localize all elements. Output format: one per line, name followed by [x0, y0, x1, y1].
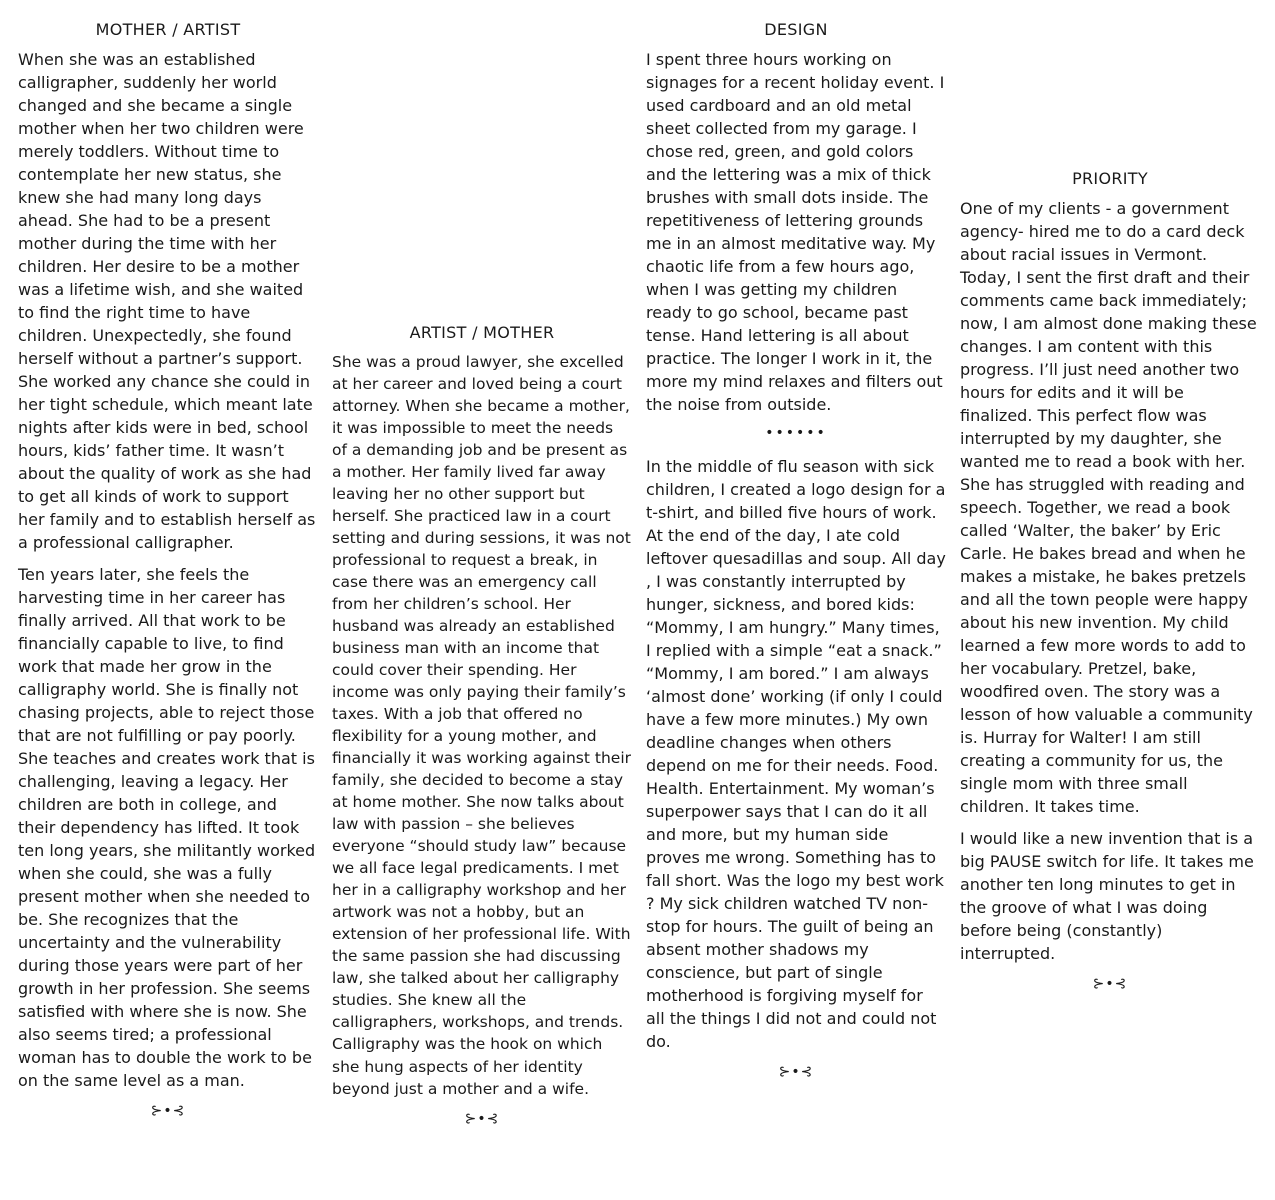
paragraph: In the middle of flu season with sick children, I created a logo design for a t-shirt, and billed five hours of work. At the end of the day, I ate cold leftover quesadillas and soup. All day , I was constantly interrupted by hunger, sickness, and bored kids: “Mommy, I am hungry.” Many times, I replied with a simple “eat a snack.” “Mommy, I am bored.” I am always ‘almost done’ working (if only I could have a few more minutes.) My own deadline changes when others depend on me for their needs. Food. Health. Entertainment. My woman’s superpower says that I can do it all and more, but my human side proves me wrong. Something has to fall short. Was the logo my best work ? My sick children watched TV non-stop for hours. The guilt of being an absent mother shadows my conscience, but part of single motherhood is forgiving myself for all the things I did not and could not do. [646, 457, 946, 1051]
paragraph: I spent three hours working on signages for a recent holiday event. I used cardboard and an old metal sheet collected from my garage. I chose red, green, and gold colors and the lettering was a mix of thick brushes with small dots inside. The repetitiveness of lettering grounds me in an almost meditative way. My chaotic life from a few hours ago, when I was getting my children ready to go school, became past tense. Hand lettering is all about practice. The longer I work in it, the more my mind relaxes and filters out the noise from outside. [646, 50, 945, 414]
column-priority [960, 167, 1260, 994]
paragraph: One of my clients - a government agency- hired me to do a card deck about racial issues in Vermont. Today, I sent the first draft and their comments came back immediately; now, I am almost done making these changes. I am content with this progress. I’ll just need another two hours for edits and it will be finalized. This perfect flow was interrupted by my daughter, she wanted me to read a book with her. She has struggled with reading and speech. Together, we read a book called ‘Walter, the baker’ by Eric Carle. He bakes bread and when he makes a mistake, he bakes pretzels and all the town people were happy about his new invention. My child learned a few more words to add to her vocabulary. Pretzel, bake, woodfired oven. The story was a lesson of how valuable a community is. Hurray for Walter! I am still creating a community for us, the single mom with three small children. It takes time. [960, 199, 1257, 816]
ornament-divider-icon: ⊱•⊰ [150, 1103, 186, 1119]
section-heading: DESIGN [764, 20, 828, 39]
ornament-divider-icon: ⊱•⊰ [778, 1064, 814, 1080]
section-heading: PRIORITY [1072, 169, 1148, 188]
ornament-divider-icon: ⊱•⊰ [464, 1110, 500, 1127]
paragraph: When she was an established calligrapher, suddenly her world changed and she became a single mother when her two children were merely toddlers. Without time to contemplate her new status, she knew she had many long days ahead. She had to be a present mother during the time with her children. Her desire to be a mother was a lifetime wish, and she waited to find the right time to have children. Unexpectedly, she found herself without a partner’s support. She worked any chance she could in her tight schedule, which meant late nights after kids were in bed, school hours, kids’ father time. It wasn’t about the quality of work as she had to get all kinds of work to support her family and to establish herself as a professional calligrapher. [18, 50, 316, 552]
column-mother-artist [18, 18, 318, 1121]
ornament-divider-icon: ⊱•⊰ [1092, 976, 1128, 992]
paragraph: Ten years later, she feels the harvesting time in her career has finally arrived. All that work to be financially capable to live, to find work that made her grow in the calligraphy world. She is finally not chasing projects, able to reject those that are not fulfilling or pay poorly. She teaches and creates work that is challenging, leaving a legacy. Her children are both in college, and their dependency has lifted. It took ten long years, she militantly worked when she could, she was a fully present mother when she needed to be. She recognizes that the uncertainty and the vulnerability during those years were part of her growth in her profession. She seems satisfied with where she is now. She also seems tired; a professional woman has to double the work to be on the same level as a man. [18, 565, 316, 1090]
paragraph: I would like a new invention that is a big PAUSE switch for life. It takes me another ten long minutes to get in the groove of what I was doing before being (constantly) interrupted. [960, 829, 1254, 963]
section-heading: MOTHER / ARTIST [95, 20, 241, 39]
section-heading: ARTIST / MOTHER [409, 323, 555, 342]
paragraph: She was a proud lawyer, she excelled at her career and loved being a court attorney. When she became a mother, it was impossible to meet the needs of a demanding job and be present as a mother. Her family lived far away leaving her no other support but herself. She practiced law in a court setting and during sessions, it was not professional to request a break, in case there was an emergency call from her children’s school. Her husband was already an established business man with an income that could cover their spending. Her income was only paying their family’s taxes. With a job that offered no flexibility for a young mother, and financially it was working against their family, she decided to become a stay at home mother. She now talks about law with passion – she believes everyone “should study law” because we all face legal predicaments. I met her in a calligraphy workshop and her artwork was not a hobby, but an extension of her professional life. With the same passion she had discussing law, she talked about her calligraphy studies. She knew all the calligraphers, workshops, and trends. Calligraphy was the hook on which she hung aspects of her identity beyond just a mother and a wife. [332, 353, 632, 1098]
column-artist-mother [332, 321, 632, 1129]
dots-separator: •••••• [765, 425, 827, 441]
column-design [646, 18, 946, 1082]
